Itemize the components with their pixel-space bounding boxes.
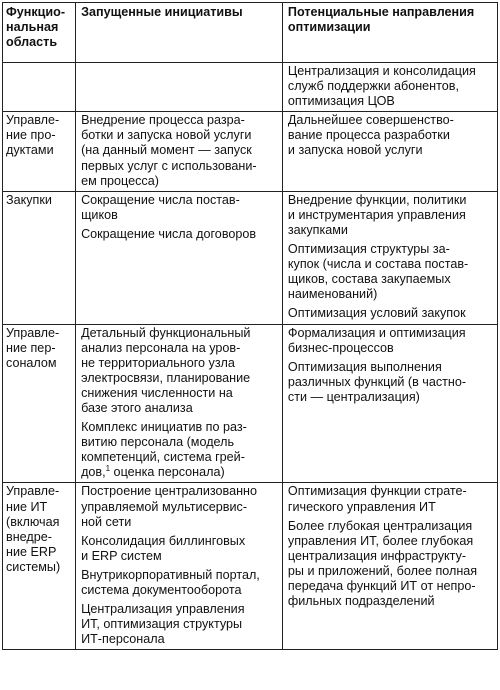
initiatives-cell [76,324,283,483]
directions-cell [282,324,497,483]
optimization-table [2,2,498,650]
list-item: Внутрикорпоративный портал, система документооборота [81,567,260,597]
header-directions: Потенциальные направления оптимизации [282,3,497,63]
table-row [3,483,498,650]
list-item: Комплекс инициатив по раз- витию персонала (модель компетенций, система грей- дов,$^1$ оценка персонала) [81,420,247,480]
list-item: Оптимизация условий закупок [287,306,466,321]
directions-cell [282,483,497,650]
initiatives-cell [76,112,283,191]
list-item: Детальный функциональный анализ персонала на уров- не территориального узла электросвязи, планирование снижения численности на базе этого анализа [81,325,251,415]
footnote-marker: 1 [105,464,111,474]
list-item: Централизация и консолидация служб поддержки абонентов, оптимизация ЦОВ [287,64,476,109]
list-item: Оптимизация структуры за- купок (числа и состава постав- щиков, состава закупаемых наименований) [287,242,469,302]
header-row [3,3,498,63]
area-cell [3,63,76,112]
list-item: Сокращение числа постав- щиков [81,192,240,222]
initiatives-cell [76,191,283,324]
table-row [3,324,498,483]
table-row [3,63,498,112]
list-item: Построение централизованно управляемой мультисервис- ной сети [81,484,257,529]
list-item: Формализация и оптимизация бизнес-процессов [287,325,466,355]
list-item: Оптимизация выполнения различных функций (в частно- сти — централизация) [287,359,467,404]
header-initiatives: Запущенные инициативы [76,3,283,63]
area-cell: Управле- ние про- дуктами [3,112,76,191]
area-cell: Управле- ние ИТ (включая внедре- ние ERP системы) [3,483,76,650]
list-item: Централизация управления ИТ, оптимизация структуры ИТ-персонала [81,602,245,647]
table-row [3,191,498,324]
directions-cell [282,63,497,112]
initiatives-cell [76,483,283,650]
list-item: Дальнейшее совершенство- вание процесса разработки и запуска новой услуги [287,113,454,158]
area-cell: Закупки [3,191,76,324]
list-item: Сокращение числа договоров [81,226,257,241]
directions-cell [282,112,497,191]
list-item: Более глубокая централизация управления ИТ, более глубокая централизация инфраструкту- ры и приложений, более полная передача функций ИТ от непро- фильных подразделений [287,518,478,609]
header-area: Функцио- нальная область [3,3,76,63]
initiatives-cell [76,63,283,112]
table-row [3,112,498,191]
list-item: Консолидация биллинговых и ERP систем [81,533,246,563]
list-item: Оптимизация функции страте- гического управления ИТ [287,484,467,514]
list-item: Внедрение процесса разра- ботки и запуска новой услуги (на данный момент — запуск первых услуг с использовани- ем процесса) [81,113,257,188]
area-cell: Управле- ние пер- соналом [3,324,76,483]
directions-cell [282,191,497,324]
list-item: Внедрение функции, политики и инструментария управления закупками [287,192,467,237]
